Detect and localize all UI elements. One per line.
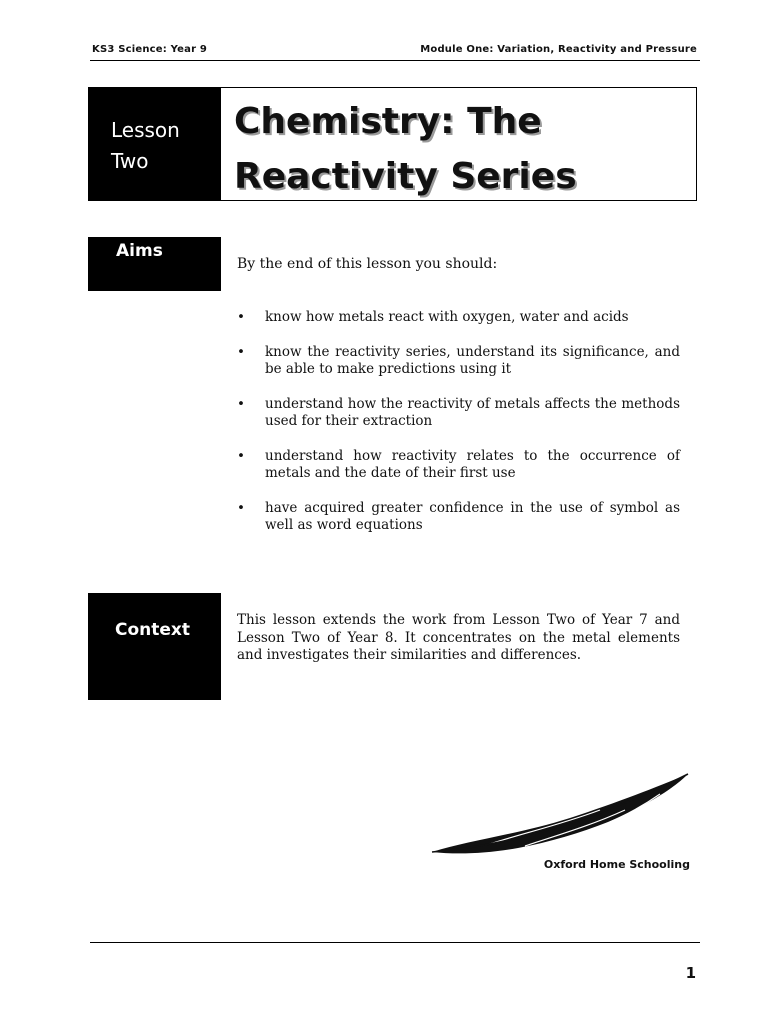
page-title	[234, 94, 577, 204]
context-label: Context	[88, 593, 221, 700]
header-course: KS3 Science: Year 9	[92, 44, 208, 55]
aim-text: understand how reactivity relates to the occurrence of metals and the date of their first use	[265, 448, 680, 481]
feather-shaft	[432, 774, 688, 852]
header-divider	[90, 60, 700, 61]
bullet-icon: •	[237, 344, 245, 360]
bullet-icon: •	[237, 396, 245, 412]
bullet-icon: •	[237, 448, 245, 464]
aim-text: have acquired greater confidence in the use of symbol as well as word equations	[265, 500, 680, 533]
title-line-2: Reactivity Series	[234, 156, 577, 197]
lesson-label-panel	[89, 88, 221, 200]
quill-feather-icon	[430, 770, 692, 860]
aim-text: know the reactivity series, understand its significance, and be able to make predictions using it	[265, 344, 680, 377]
list-item	[237, 448, 680, 482]
aims-intro: By the end of this lesson you should:	[237, 256, 498, 272]
list-item	[237, 309, 680, 326]
list-item	[237, 500, 680, 534]
aim-text: know how metals react with oxygen, water and acids	[265, 309, 629, 325]
feather-vane	[432, 774, 688, 853]
lesson-title-block	[88, 87, 697, 201]
list-item	[237, 344, 680, 378]
aim-text: understand how the reactivity of metals affects the methods used for their extraction	[265, 396, 680, 429]
context-paragraph: This lesson extends the work from Lesson Two of Year 7 and Lesson Two of Year 8. It concentrates on the metal elements and investigates their similarities and differences.	[237, 612, 680, 663]
footer-divider	[90, 942, 700, 943]
list-item	[237, 396, 680, 430]
lesson-label: Lesson	[111, 118, 180, 142]
aims-label: Aims	[88, 237, 221, 291]
page-number: 1	[685, 964, 696, 982]
header-module: Module One: Variation, Reactivity and Pressure	[420, 44, 697, 55]
aims-list	[237, 309, 680, 552]
bullet-icon: •	[237, 309, 245, 325]
lesson-number: Two	[111, 149, 149, 173]
title-line-1: Chemistry: The	[234, 101, 542, 142]
bullet-icon: •	[237, 500, 245, 516]
brand-name: Oxford Home Schooling	[543, 858, 690, 871]
